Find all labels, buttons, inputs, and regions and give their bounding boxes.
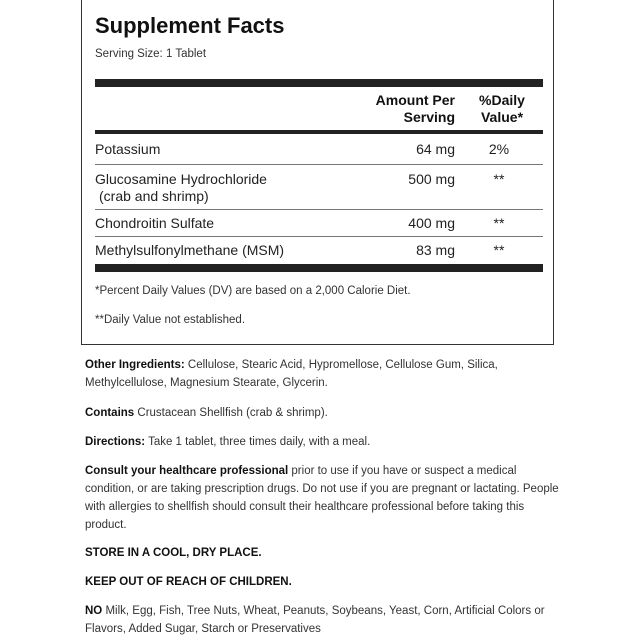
header-dv-line1: %Daily xyxy=(479,92,525,108)
nutrient-name-line1: Chondroitin Sulfate xyxy=(95,215,215,231)
storage-statement xyxy=(85,544,560,562)
nutrient-daily-value: 2% xyxy=(488,141,510,157)
consult-label: Consult your healthcare professional xyxy=(85,465,289,477)
row-divider xyxy=(95,164,543,165)
nutrient-daily-value: ** xyxy=(493,215,505,231)
serving-size: Serving Size: 1 Tablet xyxy=(95,48,207,60)
other-ingredients-text: Cellulose, Stearic Acid, Hypromellose, Cellulose Gum, Silica, Methylcellulose, Magnesium Stearate, Glycerin. xyxy=(85,359,498,389)
nutrient-amount: 64 mg xyxy=(416,141,455,157)
nutrient-name xyxy=(95,215,214,232)
bottom-thick-bar xyxy=(95,264,543,272)
contains-statement xyxy=(85,404,560,422)
nutrient-amount: 83 mg xyxy=(416,242,455,258)
children-warning-text: KEEP OUT OF REACH OF CHILDREN. xyxy=(85,576,292,588)
nutrient-daily-value: ** xyxy=(493,171,505,187)
nutrient-name-line1: Potassium xyxy=(95,141,161,157)
nutrient-amount: 400 mg xyxy=(408,215,455,231)
nutrient-name xyxy=(95,141,160,158)
free-from-label: NO xyxy=(85,605,103,617)
children-warning xyxy=(85,573,560,591)
contains-label: Contains xyxy=(85,407,135,419)
nutrient-name xyxy=(95,242,284,259)
header-amount-line1: Amount Per xyxy=(375,92,455,108)
directions-label: Directions: xyxy=(85,436,146,448)
directions-text: Take 1 tablet, three times daily, with a meal. xyxy=(145,436,371,448)
directions xyxy=(85,433,560,451)
header-amount-per-serving xyxy=(352,92,455,126)
other-ingredients-label: Other Ingredients: xyxy=(85,359,185,371)
contains-text: Crustacean Shellfish (crab & shrimp). xyxy=(134,407,328,419)
header-amount-line2: Serving xyxy=(403,109,455,125)
header-dv-line2: Value* xyxy=(480,109,524,125)
panel-title: Supplement Facts xyxy=(95,13,285,38)
other-ingredients xyxy=(85,356,560,392)
nutrient-name-line1: Glucosamine Hydrochloride xyxy=(95,171,267,187)
header-bar xyxy=(95,130,543,134)
nutrient-daily-value: ** xyxy=(493,242,505,258)
nutrient-name-line2: (crab and shrimp) xyxy=(99,188,209,204)
header-daily-value xyxy=(462,92,542,126)
top-thick-bar xyxy=(95,79,543,87)
nutrient-amount: 500 mg xyxy=(408,171,455,187)
consult-warning xyxy=(85,462,560,534)
consult-text: prior to use if you have or suspect a medical condition, or are taking prescription drugs. Do not use if you are pregnant or lactating. People with allergies to shellfish should consult their healthcare professional before taking this product. xyxy=(85,465,559,531)
footnote-dv-not-established: **Daily Value not established. xyxy=(95,314,246,326)
footnote-percent-dv: *Percent Daily Values (DV) are based on a 2,000 Calorie Diet. xyxy=(95,285,411,297)
nutrient-name xyxy=(95,171,267,205)
nutrient-name-line1: Methylsulfonylmethane (MSM) xyxy=(95,242,285,258)
free-from-text: Milk, Egg, Fish, Tree Nuts, Wheat, Peanuts, Soybeans, Yeast, Corn, Artificial Colors or Flavors, Added Sugar, Starch or Preservatives xyxy=(85,605,545,635)
supplement-facts-panel xyxy=(81,0,554,345)
storage-text: STORE IN A COOL, DRY PLACE. xyxy=(85,547,262,559)
row-divider xyxy=(95,236,543,237)
row-divider xyxy=(95,209,543,210)
free-from-statement xyxy=(85,602,560,638)
